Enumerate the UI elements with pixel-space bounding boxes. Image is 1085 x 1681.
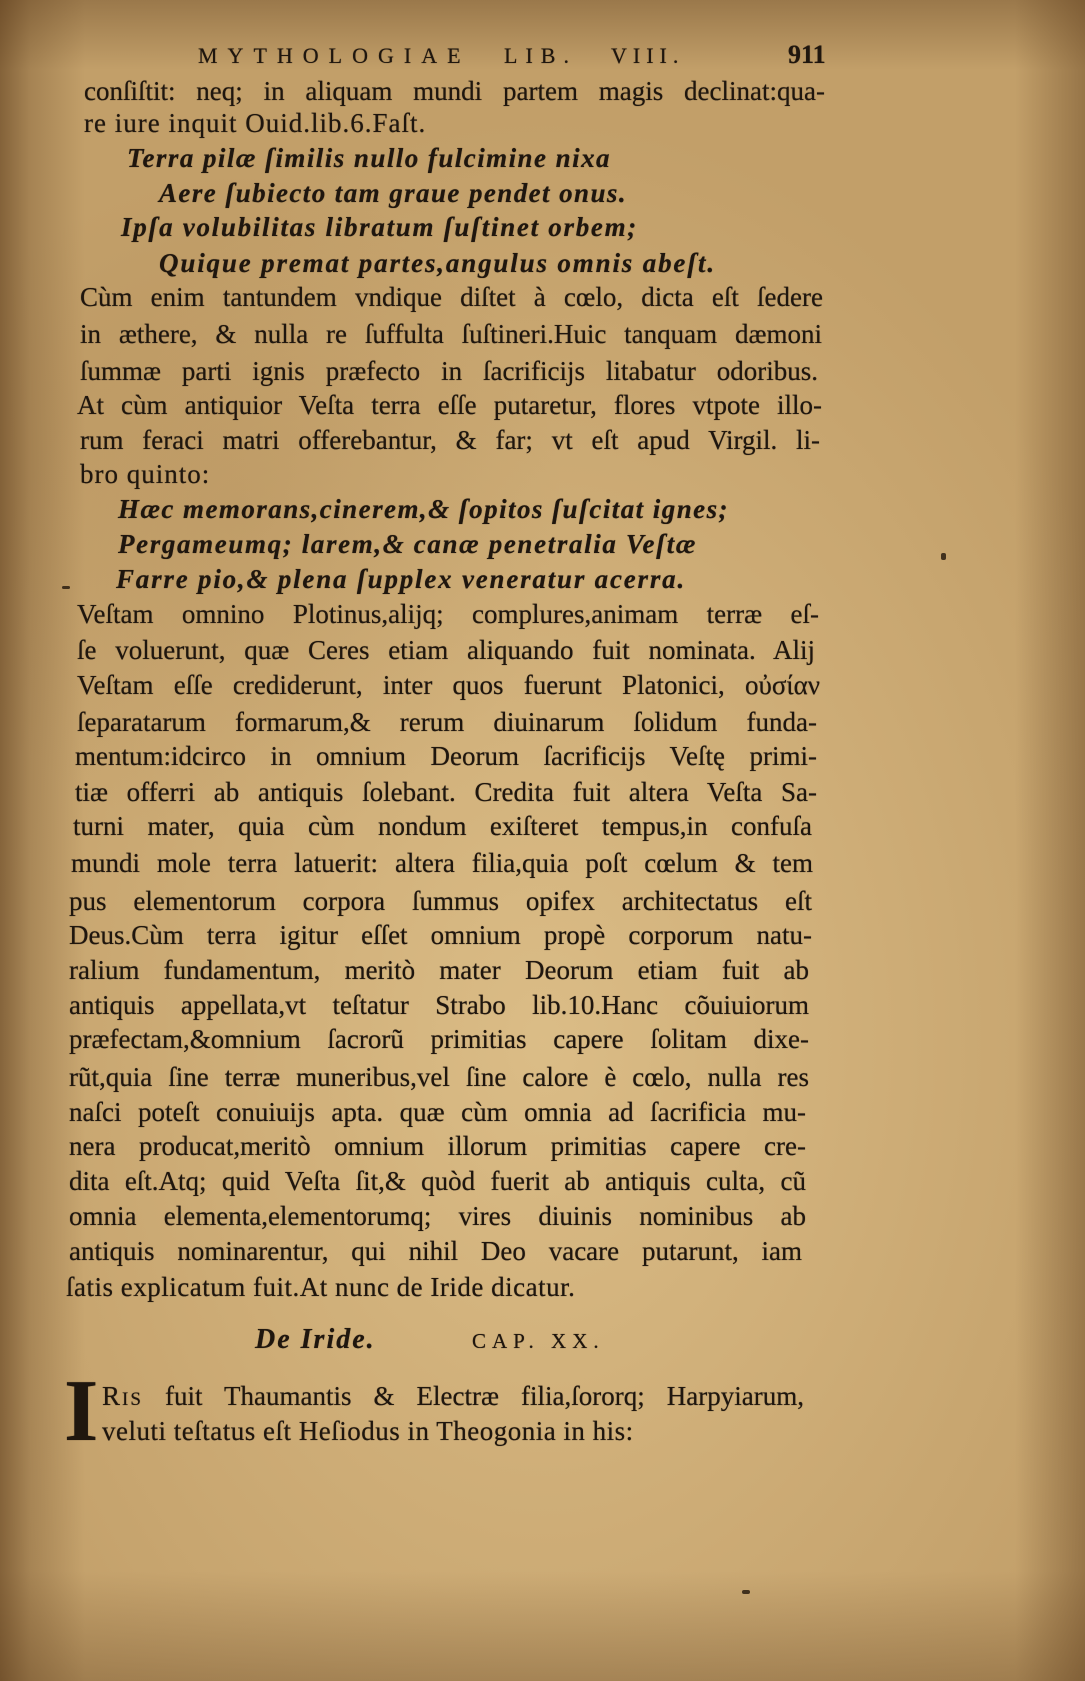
- verse-line: [159, 176, 627, 211]
- opening-word: Ris: [102, 1381, 143, 1411]
- verse-line-content: Hæc memorans,cinerem,& ſopitos ſuſcitat ignes;: [118, 494, 729, 524]
- text-line: [77, 388, 822, 423]
- text-line: [75, 775, 817, 810]
- ink-speck: [742, 1590, 750, 1594]
- text-line: [69, 988, 809, 1023]
- verse-line: [121, 210, 638, 245]
- text-line: [66, 1270, 575, 1305]
- text-line-content: ralium fundamentum, meritò mater Deorum etiam fuit ab: [69, 955, 809, 985]
- verse-line-content: Aere ſubiecto tam graue pendet onus.: [159, 178, 627, 208]
- text-line-content: mentum:idcirco in omnium Deorum ſacrificijs Veſtę primi-: [75, 741, 817, 771]
- verse-line: [127, 141, 611, 176]
- text-line-content: naſci poteſt conuiuijs apta. quæ cùm omnia ad ſacrificia mu-: [69, 1097, 806, 1127]
- verse-line: [118, 492, 729, 527]
- text-line-content: mundi mole terra latuerit: altera filia,quia poſt cœlum & tem: [71, 848, 813, 878]
- verse-line-content: Pergameumq; larem,& canæ penetralia Veſtæ: [118, 529, 697, 559]
- text-line: [69, 1234, 802, 1269]
- running-head-title: MYTHOLOGIAE: [198, 43, 471, 68]
- text-line: [69, 1095, 806, 1130]
- text-line-content: Deus.Cùm terra igitur eſſet omnium propè corporum natu-: [69, 920, 812, 950]
- verse-line-content: Quique premat partes,angulus omnis abeſt.: [159, 248, 716, 278]
- text-line-content: Veſtam eſſe crediderunt, inter quos fuerunt Platonici, οὐσίαν: [77, 670, 820, 700]
- text-line-content: conſiſtit: neq; in aliquam mundi partem magis declinat:qua-: [84, 76, 825, 106]
- verse-line: [118, 527, 697, 562]
- text-line-content: antiquis nominarentur, qui nihil Deo vacare putarunt, iam: [69, 1236, 802, 1266]
- running-head-book-number: VIII.: [611, 43, 685, 68]
- verse-line: [159, 246, 716, 281]
- text-line: [69, 1199, 806, 1234]
- text-line-content: dita eſt.Atq; quid Veſta ſit,& quòd fuerit ab antiquis culta, cũ: [69, 1166, 806, 1196]
- text-line: [80, 423, 820, 458]
- drop-cap: I: [64, 1363, 99, 1460]
- text-line-content: Cùm enim tantundem vndique diſtet à cœlo, dicta eſt ſedere: [80, 282, 823, 312]
- verse-line: [116, 562, 686, 597]
- opening-line-rest: fuit Thaumantis & Electræ filia,ſororq; Harpyiarum,: [164, 1381, 804, 1411]
- text-line: [73, 809, 812, 844]
- text-line: [69, 918, 812, 953]
- text-line-content: [102, 1381, 804, 1411]
- text-line-content: omnia elementa,elementorumq; vires diuinis nominibus ab: [69, 1201, 806, 1231]
- text-line-content: antiquis appellata,vt teſtatur Strabo lib.10.Hanc cõuiuiorum: [69, 990, 809, 1020]
- text-line-content: rũt,quia ſine terræ muneribus,vel ſine calore è cœlo, nulla res: [69, 1062, 809, 1092]
- text-line-content: in æthere, & nulla re ſuffulta ſuſtineri.Huic tanquam dæmoni: [80, 319, 822, 349]
- text-line: [102, 1414, 634, 1449]
- text-line-content: præfectam,&omnium ſacrorũ primitias capere ſolitam dixe-: [69, 1024, 809, 1054]
- verse-line-content: Ipſa volubilitas libratum ſuſtinet orbem;: [121, 212, 638, 242]
- ink-speck: [941, 553, 946, 560]
- page-number: 911: [788, 40, 826, 69]
- text-line-content: re iure inquit Ouid.lib.6.Faſt.: [84, 108, 427, 138]
- text-line-content: At cùm antiquior Veſta terra eſſe putaretur, flores vtpote illo-: [77, 390, 822, 420]
- text-line-content: turni mater, quia cùm nondum exiſteret tempus,in confuſa: [73, 811, 812, 841]
- text-line: [77, 633, 815, 668]
- text-line-content: ſummæ parti ignis præfecto in ſacrificijs litabatur odoribus.: [80, 356, 818, 386]
- text-line: [69, 1164, 806, 1199]
- text-line-content: tiæ offerri ab antiquis ſolebant. Credita fuit altera Veſta Sa-: [75, 777, 817, 807]
- text-line: [77, 597, 819, 632]
- text-line-content: ſatis explicatum fuit.At nunc de Iride dicatur.: [66, 1272, 576, 1302]
- text-line-content: bro quinto:: [80, 459, 211, 489]
- text-line: [69, 953, 809, 988]
- text-line: [80, 317, 822, 352]
- chapter-title: De Iride.: [255, 1324, 376, 1355]
- verse-line-content: Farre pio,& plena ſupplex veneratur acerra.: [116, 564, 686, 594]
- text-line-content: nera producat,meritò omnium illorum primitias capere cre-: [69, 1131, 806, 1161]
- text-line-content: veluti teſtatus eſt Heſiodus in Theogonia in his:: [102, 1416, 634, 1446]
- text-line: [69, 1129, 806, 1164]
- ink-speck: [62, 586, 70, 589]
- text-line-content: Veſtam omnino Plotinus,alijq; complures,animam terræ eſ-: [77, 599, 819, 629]
- text-line: [77, 705, 817, 740]
- text-line-content: pus elementorum corpora ſummus opifex architectatus eſt: [69, 886, 812, 916]
- text-line: [75, 739, 817, 774]
- text-line-content: ſeparatarum formarum,& rerum diuinarum ſolidum funda-: [77, 707, 817, 737]
- chapter-number: CAP. XX.: [472, 1329, 605, 1353]
- text-line: [80, 354, 818, 389]
- text-line: [77, 668, 820, 703]
- text-line: [69, 1022, 809, 1057]
- text-line-content: rum feraci matri offerebantur, & far; vt eſt apud Virgil. li-: [80, 425, 820, 455]
- running-head-book: LIB.: [504, 43, 577, 68]
- text-line: [84, 74, 825, 109]
- text-line: [102, 1379, 804, 1414]
- text-line-content: ſe voluerunt, quæ Ceres etiam aliquando fuit nominata. Alij: [77, 635, 815, 665]
- verse-line-content: Terra pilæ ſimilis nullo fulcimine nixa: [127, 143, 611, 173]
- text-line: [84, 106, 426, 141]
- text-line: [80, 457, 210, 492]
- text-line: [69, 1060, 809, 1095]
- text-line: [71, 846, 813, 881]
- text-line: [69, 884, 812, 919]
- text-line: [80, 280, 823, 315]
